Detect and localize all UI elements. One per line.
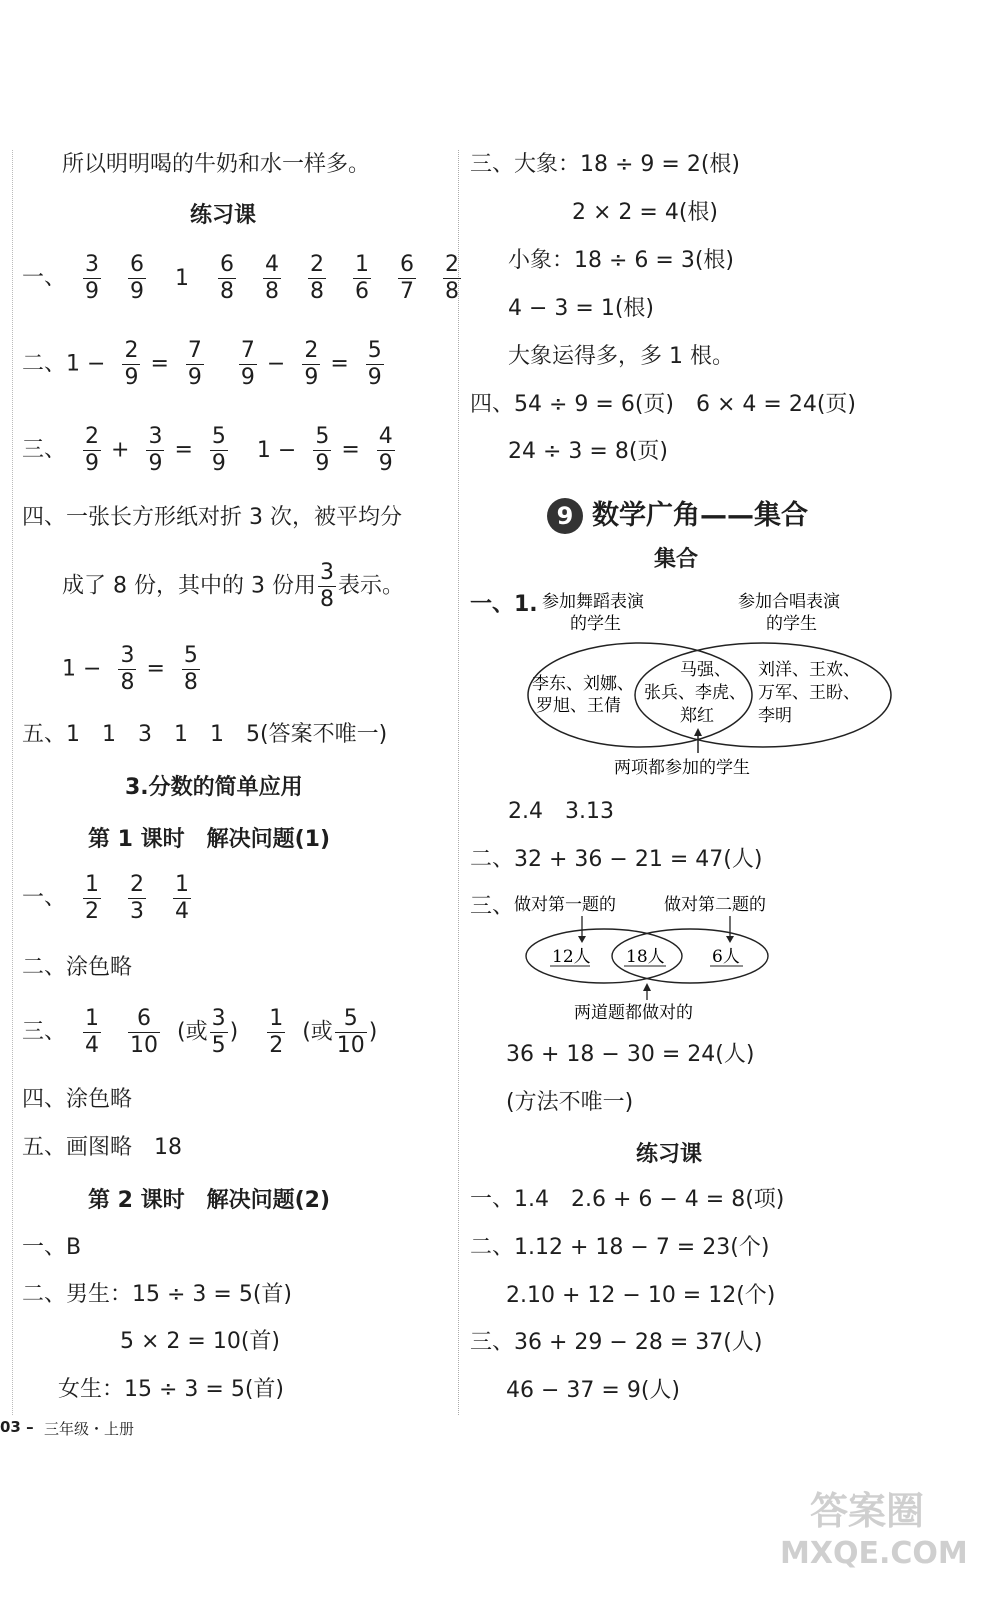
heading-sets: 集合 bbox=[654, 547, 699, 572]
venn2-left: 12人 bbox=[552, 947, 591, 967]
fraction: $\frac{3}{5}$ bbox=[211, 1006, 226, 1058]
fraction: $\frac{5}{9}$ bbox=[367, 338, 382, 390]
venn-right-label-1: 参加合唱表演 bbox=[738, 592, 840, 612]
fraction: $\frac{2}{8}$ bbox=[310, 252, 325, 304]
fraction: $\frac{1}{4}$ bbox=[85, 1006, 100, 1058]
column-divider bbox=[458, 150, 459, 1415]
venn-left-names-2: 罗旭、王倩 bbox=[536, 696, 621, 716]
text-line: 所以明明喝的牛奶和水一样多。 bbox=[62, 152, 371, 177]
sets-q2: 二、32 + 36 − 21 = 47(人) bbox=[470, 847, 763, 872]
venn-mid-names-2: 张兵、李虎、 bbox=[644, 683, 746, 703]
fraction: $\frac{2}{9}$ bbox=[124, 338, 139, 390]
fraction: $\frac{2}{3}$ bbox=[130, 872, 145, 924]
l1-q4-row: 四、涂色略 bbox=[22, 1087, 133, 1112]
fraction: $\frac{2}{9}$ bbox=[304, 338, 319, 390]
fraction: $\frac{3}{8}$ bbox=[319, 560, 334, 612]
fraction: $\frac{5}{9}$ bbox=[315, 424, 330, 476]
venn-bottom-label: 两项都参加的学生 bbox=[614, 758, 750, 778]
fraction: $\frac{4}{9}$ bbox=[378, 424, 393, 476]
q4-line2: 成了 8 份，其中的 3 份用 $\frac{3}{8}$ 表示。 bbox=[62, 560, 404, 612]
r-line-4: 4 − 3 = 1(根) bbox=[508, 296, 654, 321]
fraction: $\frac{3}{8}$ bbox=[120, 643, 135, 695]
fraction: $\frac{6}{8}$ bbox=[220, 252, 235, 304]
fraction: $\frac{1}{4}$ bbox=[175, 872, 190, 924]
q1-label: 一、 bbox=[22, 265, 67, 291]
venn-left-names-1: 李东、刘娜、 bbox=[532, 674, 634, 694]
fraction: $\frac{2}{8}$ bbox=[445, 252, 460, 304]
fraction: $\frac{2}{9}$ bbox=[85, 424, 100, 476]
fraction: $\frac{4}{8}$ bbox=[265, 252, 280, 304]
fraction: $\frac{1}{2}$ bbox=[85, 872, 100, 924]
r-line-3: 小象：18 ÷ 6 = 3(根) bbox=[508, 248, 734, 273]
venn-right-names-2: 万军、王盼、 bbox=[758, 683, 860, 703]
l2-q2-line3: 女生：15 ÷ 3 = 5(首) bbox=[58, 1377, 284, 1402]
sets-q3-label: 三、 bbox=[470, 894, 515, 919]
venn-arrow-head bbox=[694, 728, 702, 736]
l1-q2-row: 二、涂色略 bbox=[22, 955, 133, 980]
heading-section-3: 3.分数的简单应用 bbox=[125, 775, 303, 800]
sets-q3-note: (方法不唯一) bbox=[506, 1090, 634, 1115]
heading-practice-2: 练习课 bbox=[636, 1142, 703, 1167]
sets-q1-rest: 2.4 3.13 bbox=[508, 799, 614, 824]
q2-label: 二、1 − bbox=[22, 351, 106, 377]
l2-q1-row: 一、B bbox=[22, 1235, 82, 1260]
q5-row: 五、1 1 3 1 1 5(答案不唯一) bbox=[22, 722, 388, 747]
heading-practice: 练习课 bbox=[190, 203, 257, 228]
venn-right-names-1: 刘洋、王欢、 bbox=[758, 660, 860, 680]
venn-diagram-2 bbox=[500, 888, 800, 1028]
r-line-6: 四、54 ÷ 9 = 6(页) 6 × 4 = 24(页) bbox=[470, 392, 856, 417]
q3-row: 三、 $\frac{2}{9}$ + $\frac{3}{9}$ = $\frac{5}{9}$ 1 − $\frac{5}{9}$ = $\frac{4}{9}$ bbox=[22, 424, 393, 476]
q4-line1: 四、一张长方形纸对折 3 次，被平均分 bbox=[22, 505, 402, 530]
fraction: $\frac{1}{2}$ bbox=[269, 1006, 284, 1058]
fraction: $\frac{5}{10}$ bbox=[336, 1006, 365, 1058]
heading-lesson-2: 第 2 课时 解决问题(2) bbox=[88, 1188, 331, 1213]
page-number: 03 – bbox=[0, 1418, 34, 1436]
venn-mid-names-1: 马强、 bbox=[680, 660, 731, 680]
sets-q1-label: 一、1. bbox=[470, 592, 538, 617]
sets-q3-calc: 36 + 18 − 30 = 24(人) bbox=[506, 1042, 755, 1067]
r-line-1: 三、大象：18 ÷ 9 = 2(根) bbox=[470, 152, 740, 177]
venn-mid-names-3: 郑红 bbox=[680, 706, 714, 726]
r-line-5: 大象运得多，多 1 根。 bbox=[508, 344, 734, 369]
q1-row bbox=[22, 252, 471, 305]
venn-diagram-1 bbox=[520, 585, 900, 785]
left-margin-rule bbox=[12, 150, 13, 1415]
practice-q1: 一、1.4 2.6 + 6 − 4 = 8(项) bbox=[470, 1187, 785, 1212]
venn-right-label-2: 的学生 bbox=[766, 614, 817, 634]
q3-label: 三、 bbox=[22, 437, 67, 463]
watermark-logo: 答案圈 bbox=[810, 1489, 925, 1533]
l1-q5-row: 五、画图略 18 bbox=[22, 1135, 182, 1160]
venn-right-names-3: 李明 bbox=[758, 706, 792, 726]
l2-q2-line1: 二、男生：15 ÷ 3 = 5(首) bbox=[22, 1282, 292, 1307]
fraction: $\frac{7}{9}$ bbox=[187, 338, 202, 390]
venn2-top-left: 做对第一题的 bbox=[514, 895, 616, 915]
venn2-top-right: 做对第二题的 bbox=[664, 895, 766, 915]
watermark-site: MXQE.COM bbox=[780, 1536, 968, 1571]
venn2-bottom: 两道题都做对的 bbox=[574, 1003, 693, 1023]
fraction: $\frac{6}{7}$ bbox=[400, 252, 415, 304]
fraction: $\frac{3}{9}$ bbox=[85, 252, 100, 304]
unit-number-badge: 9 bbox=[547, 498, 583, 534]
venn-left-label-1: 参加舞蹈表演 bbox=[542, 592, 644, 612]
practice-q2-line2: 2.10 + 12 − 10 = 12(个) bbox=[506, 1283, 776, 1308]
fraction: $\frac{5}{9}$ bbox=[211, 424, 226, 476]
fraction: $\frac{5}{8}$ bbox=[183, 643, 198, 695]
l1-q1-row: 一、 $\frac{1}{2}$ $\frac{2}{3}$ $\frac{1}{4}$ bbox=[22, 872, 190, 924]
venn2-right: 6人 bbox=[712, 947, 740, 967]
l2-q2-line2: 5 × 2 = 10(首) bbox=[120, 1329, 280, 1354]
grade-label: 三年级・上册 bbox=[44, 1420, 135, 1438]
practice-q2-line1: 二、1.12 + 18 − 7 = 23(个) bbox=[470, 1235, 770, 1260]
l1-q3-row: 三、 $\frac{1}{4}$ $\frac{6}{10}$ (或 $\frac{3}{5}$ ) $\frac{1}{2}$ (或 $\frac{5}{10}$ ) bbox=[22, 1006, 378, 1058]
practice-q3-line2: 46 − 37 = 9(人) bbox=[506, 1378, 680, 1403]
fraction: $\frac{3}{9}$ bbox=[148, 424, 163, 476]
venn2-mid: 18人 bbox=[626, 947, 665, 967]
unit-title: 数学广角——集合 bbox=[592, 500, 808, 531]
heading-lesson-1: 第 1 课时 解决问题(1) bbox=[88, 827, 331, 852]
q2-row: 二、1 − $\frac{2}{9}$ = $\frac{7}{9}$ $\frac{7}{9}$ − $\frac{2}{9}$ = $\frac{5}{9}$ bbox=[22, 338, 382, 390]
fraction: $\frac{6}{10}$ bbox=[130, 1006, 159, 1058]
fraction: $\frac{7}{9}$ bbox=[240, 338, 255, 390]
fraction: $\frac{6}{9}$ bbox=[130, 252, 145, 304]
fraction: $\frac{1}{6}$ bbox=[355, 252, 370, 304]
venn-left-label-2: 的学生 bbox=[570, 614, 621, 634]
value: 1 bbox=[175, 265, 190, 291]
r-line-7: 24 ÷ 3 = 8(页) bbox=[508, 439, 668, 464]
r-line-2: 2 × 2 = 4(根) bbox=[572, 200, 718, 225]
practice-q3-line1: 三、36 + 29 − 28 = 37(人) bbox=[470, 1330, 763, 1355]
q4-line3: 1 − $\frac{3}{8}$ = $\frac{5}{8}$ bbox=[62, 643, 198, 695]
